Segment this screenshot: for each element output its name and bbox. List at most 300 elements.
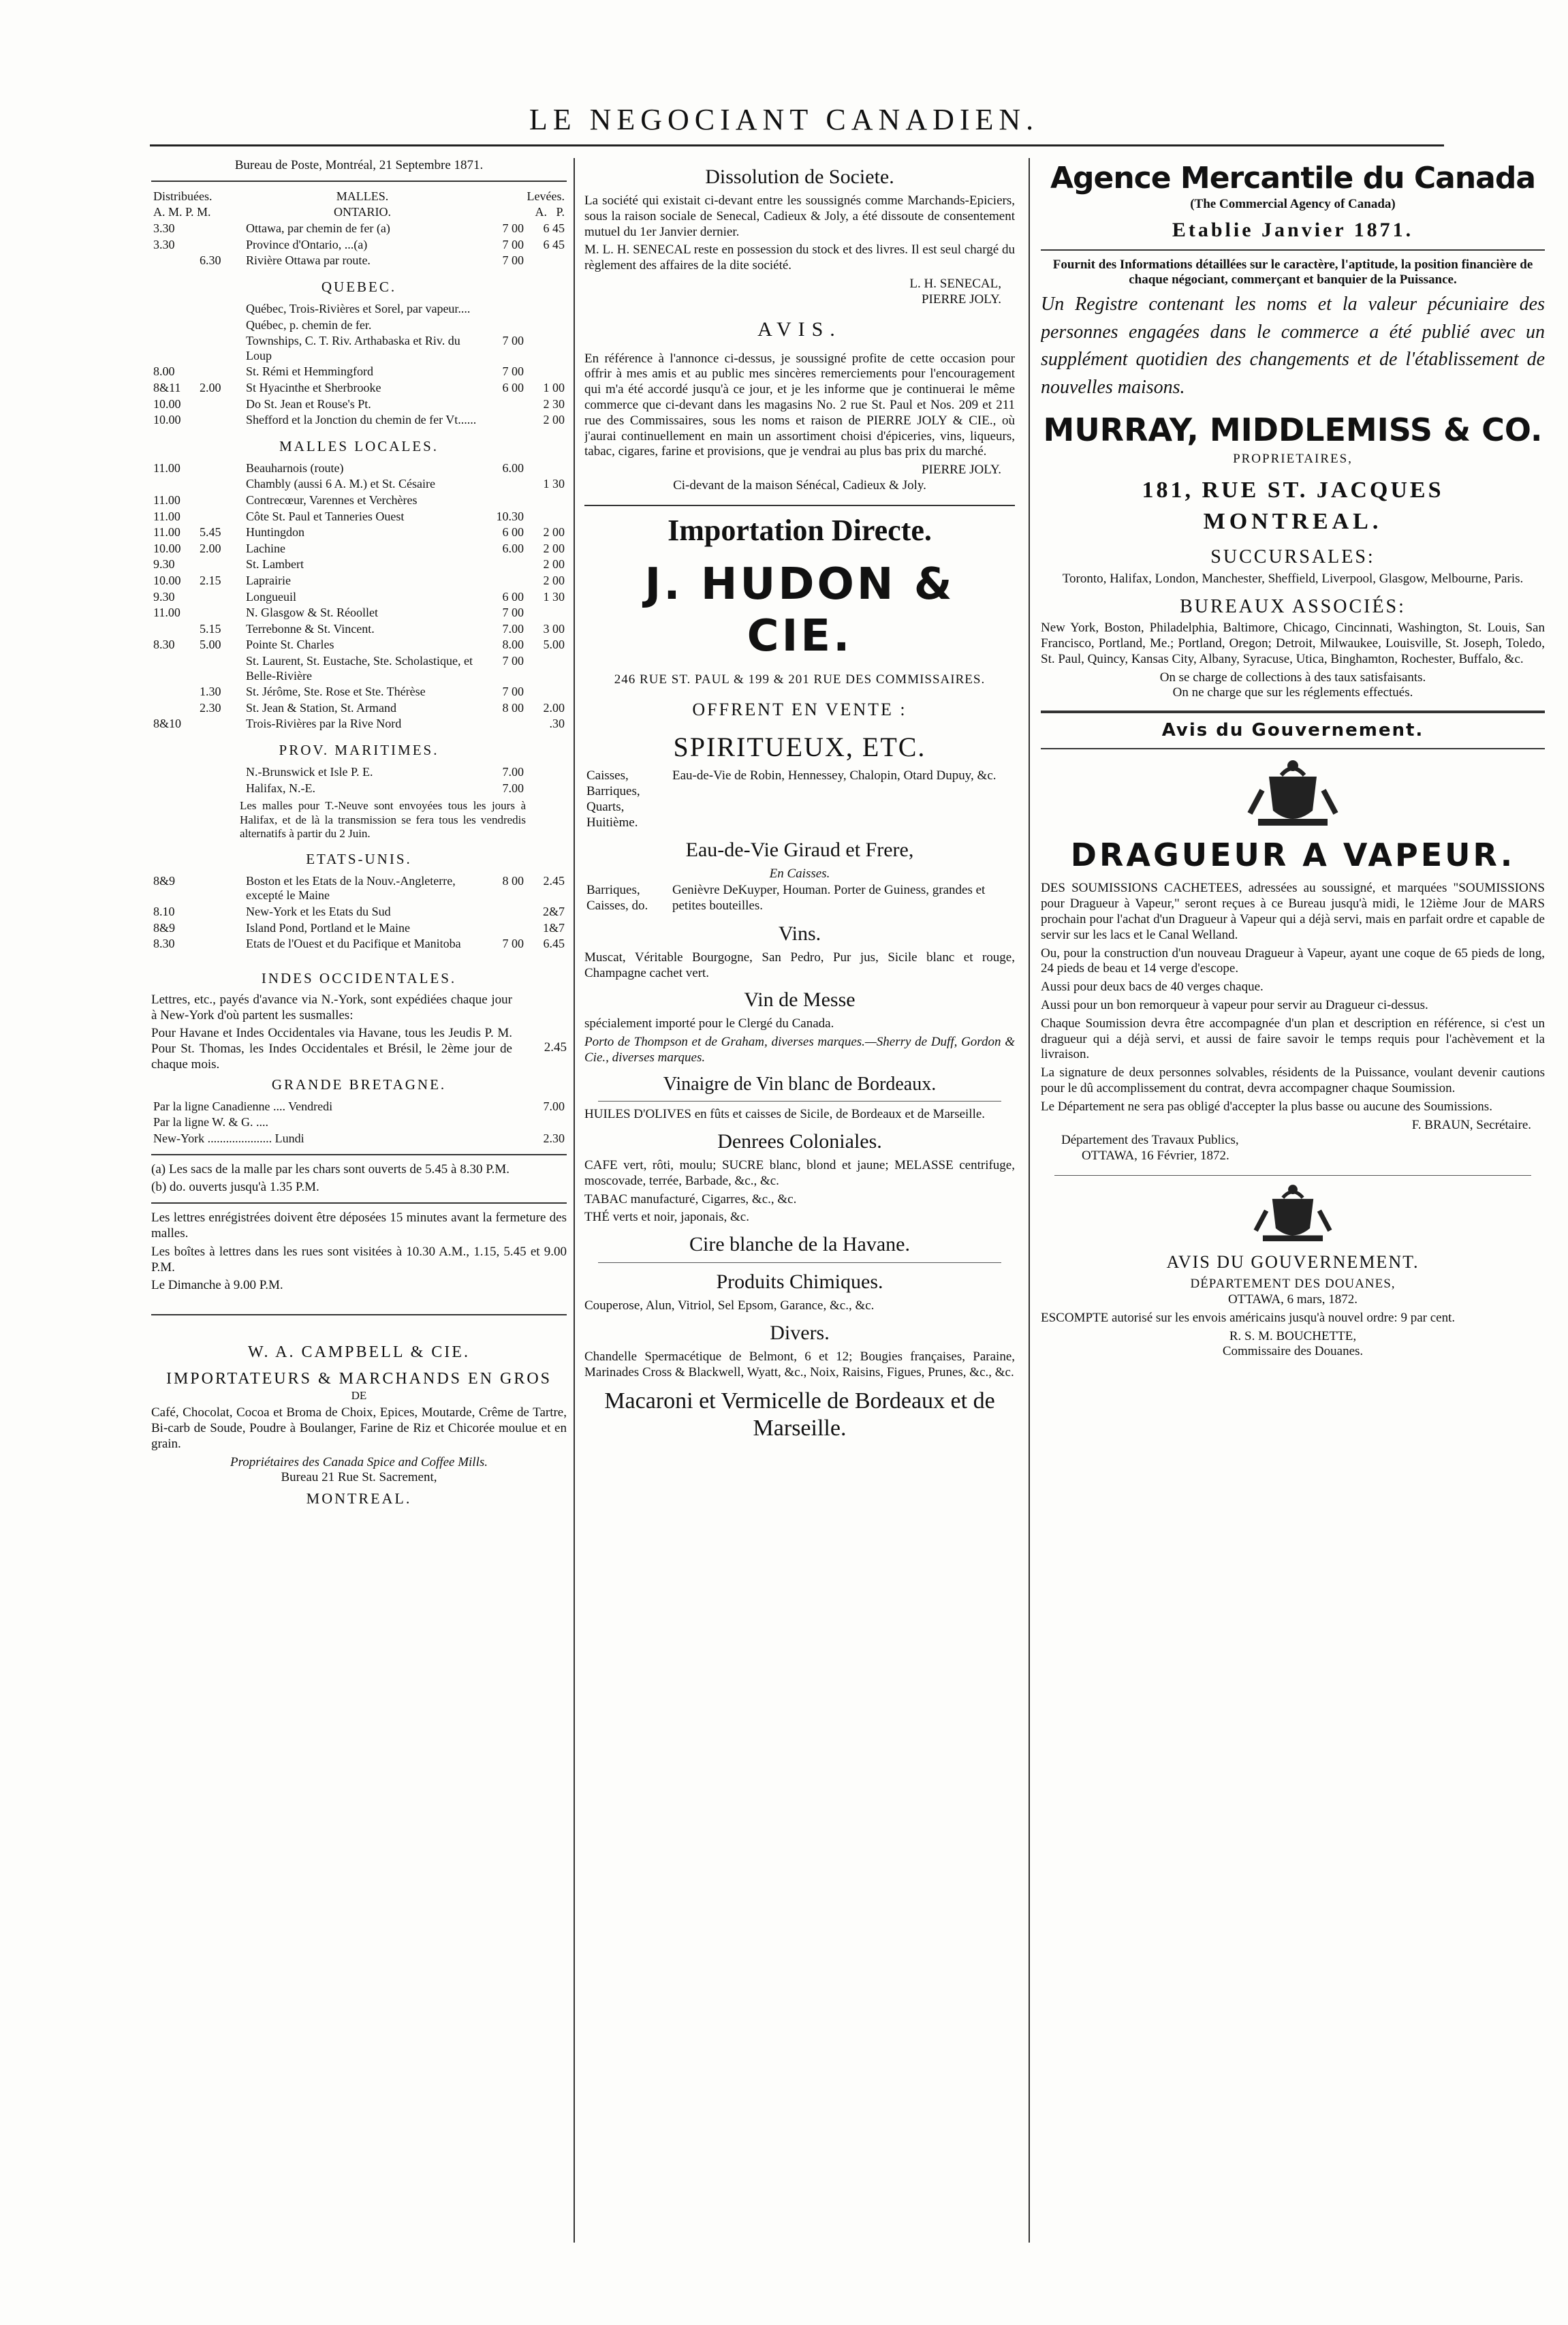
mail-cell-t: 8&11 [153,380,181,394]
mail-cell-p [198,493,244,509]
mail-cell-n: Lachine [246,541,285,555]
geneve-table [584,882,1015,915]
mail-cell-l [526,781,567,797]
mail-cell-p: 2.15 [200,574,221,588]
header-malles: MALLES. [336,189,389,203]
firm-city: MONTREAL. [1203,509,1383,535]
mail-row [151,781,567,797]
mail-cell-l: 2 00 [543,525,565,540]
header-a: A. [535,205,547,219]
macaroni-heading: Macaroni et Vermicelle de Bordeaux et de Marseille. [604,1388,995,1441]
mail-cell-t: 11.00 [153,525,181,540]
mail-cell-a: 7 00 [502,221,524,235]
mail-cell-l: 2 00 [543,541,565,555]
gov1-text: Aussi pour un bon remorqueur à vapeur pour servir au Dragueur ci-dessus. [1041,998,1428,1013]
mail-row [151,493,567,509]
spirits-brands: Eau-de-Vie de Robin, Hennessey, Chalopin, Otard Dupuy, &c. [672,768,997,783]
mail-cell-l [526,764,567,781]
mail-cell-a [481,920,526,937]
spirits-heading: SPIRITUEUX, ETC. [673,732,926,763]
giraud-sub: En Caisses. [769,867,830,881]
mail-cell-l: 6 45 [543,237,565,251]
mail-cell-p: 2.30 [200,700,221,715]
mail-row [151,412,567,428]
mail-cell-n: St. Rémi et Hemmingford [246,364,373,379]
mail-cell-p: 5.45 [200,525,221,540]
mail-header [151,189,567,221]
mail-row [151,573,567,589]
divers-heading: Divers. [770,1322,830,1345]
mail-cell-l [526,301,567,317]
mail-cell-a: 6 00 [502,589,524,604]
gov2-date: OTTAWA, 6 mars, 1872. [1227,1292,1358,1307]
mail-cell-n: N.-Brunswick et Isle P. E. [246,765,373,779]
column-post-office [151,158,567,2263]
ontario-label: ONTARIO. [333,205,392,219]
mail-cell-l: 2.45 [543,873,565,888]
header-p: P. [556,205,565,219]
post-office-title: Bureau de Poste, Montréal, 21 Septembre 1871. [234,158,484,172]
denrees-text: CAFE vert, rôti, moulu; SUCRE blanc, blond et jaune; MELASSE centrifuge, moscovade, terrée, Barbade, &c., &c. [584,1158,1015,1188]
mail-cell-l: 6.45 [543,937,565,951]
mail-cell-n: Townships, C. T. Riv. Arthabaska et Riv. du Loup [246,334,460,362]
mail-cell-p: 2.00 [200,380,221,394]
dragueur-heading: DRAGUEUR A VAPEUR. [1070,837,1516,874]
gov1-signature: F. BRAUN, Secrétaire. [1411,1117,1531,1132]
rule-registered: Les lettres enrégistrées doivent être déposées 15 minutes avant la fermeture des malles. [151,1211,567,1241]
mail-cell-p [198,936,244,952]
mail-cell-t: 11.00 [153,461,181,475]
masthead: LE NEGOCIANT CANADIEN. [529,103,1039,136]
mail-cell-n: Québec, Trois-Rivières et Sorel, par vapeur.... [246,301,471,315]
firm-address: 181, RUE ST. JACQUES [1142,477,1444,503]
mail-cell-n: Halifax, N.-E. [246,781,315,795]
mail-cell-p [198,873,244,904]
dissolution-signature: L. H. SENECAL, [909,276,1001,291]
mail-cell-n: St. Lambert [246,557,304,572]
cire-heading: Cire blanche de la Havane. [689,1233,910,1256]
rule-sunday: Le Dimanche à 9.00 P.M. [151,1278,283,1293]
mail-cell-t: 8.10 [153,904,175,918]
mail-table-maritimes [151,764,567,796]
mail-cell-a: 7.00 [502,781,524,795]
mail-cell-t: 8.30 [153,937,175,951]
mail-cell-a [481,493,526,509]
mail-cell-p: 1.30 [200,685,221,699]
mail-cell-l [526,317,567,334]
mail-cell-t: 10.00 [153,574,181,588]
campbell-title: IMPORTATEURS & MARCHANDS EN GROS [166,1370,552,1388]
mail-row [151,764,567,781]
mail-cell-n: New-York ..................... Lundi [153,1132,304,1146]
campbell-name: W. A. CAMPBELL & CIE. [248,1343,470,1362]
messe-heading: Vin de Messe [744,988,856,1012]
mail-row [151,1114,567,1131]
mail-cell-l [526,653,567,684]
gov1-text: La signature de deux personnes solvables, résidents de la Puissance, voulant devenir cautions pour le dû accomplissement du contrat, devra accompagner chaque Soumission. [1041,1065,1545,1096]
gov1-dept: Département des Travaux Publics, [1061,1133,1239,1148]
mail-cell-a [481,396,526,413]
mail-cell-n: Contrecœur, Varennes et Verchères [246,493,418,508]
mail-cell-l: 2 30 [543,396,565,411]
mail-cell-a [481,557,526,573]
indes-time: 2.45 [544,1040,567,1055]
mail-cell-l: .30 [549,717,565,731]
mail-cell-n: Island Pond, Portland et le Maine [246,920,410,935]
mail-cell-p [198,589,244,606]
produits-text: Couperose, Alun, Vitriol, Sel Epsom, Garance, &c., &c. [584,1298,875,1313]
porto-text: Porto de Thompson et de Graham, diverses marques.—Sherry de Duff, Gordon & Cie., diverses marques. [584,1035,1015,1065]
locales-label: MALLES LOCALES. [279,437,439,454]
indes-label: INDES OCCIDENTALES. [261,969,457,986]
gov1-title: Avis du Gouvernement. [1161,720,1424,741]
mail-cell-t: 11.00 [153,606,181,620]
mail-cell-n: Etats de l'Ouest et du Pacifique et Manitoba [246,937,461,951]
mail-cell-a [481,904,526,920]
mail-cell-a [481,716,526,732]
mail-cell-l: 1 30 [543,589,565,604]
collect-text: On se charge de collections à des taux satisfaisants. [1159,670,1426,685]
gov1-text: Aussi pour deux bacs de 40 verges chaque. [1041,980,1264,995]
mail-cell-p [198,237,244,253]
mail-cell-n: Shefford et la Jonction du chemin de fer Vt...... [246,413,477,427]
mail-cell-t [151,684,198,700]
mail-cell-t: 9.30 [153,557,175,572]
mail-cell-l [526,493,567,509]
succ-heading: SUCCURSALES: [1210,546,1375,568]
mail-cell-a: 8 00 [502,700,524,715]
mail-cell-a: 7.00 [502,765,524,779]
avis-footer: Ci-devant de la maison Sénécal, Cadieux & Joly. [673,478,926,493]
mail-cell-p [198,364,244,380]
firm-name: MURRAY, MIDDLEMISS & CO. [1043,411,1543,448]
gov2-role: Commissaire des Douanes. [1222,1344,1364,1359]
mail-table-locales [151,461,567,732]
maritimes-label: PROV. MARITIMES. [279,741,439,758]
bureaux-text: New York, Boston, Philadelphia, Baltimore, Chicago, Cincinnati, Washington, St. Louis, San Francisco, Portland, Me.; Portland, Oregon; Detroit, Milwaukee, Louisville, St. Joseph, Toledo, St. Paul, Quincy, Kansas City, Albany, Syracuse, Utica, Binghamton, Rochester, Buffalo, &c. [1041,621,1545,666]
indes-text: Pour Havane et Indes Occidentales via Havane, tous les Jeudis P. M. Pour St. Thomas, les Indes Occidentales et Brésil, le 2ème jour de chaque mois. [151,1026,512,1072]
indes-text: Lettres, etc., payés d'avance via N.-York, sont expédiées chaque jour à New-York d'où partent les susmalles: [151,992,512,1023]
huiles-text: HUILES D'OLIVES en fûts et caisses de Sicile, de Bordeaux et de Marseille. [584,1107,986,1122]
mail-cell-n: Province d'Ontario, ...(a) [246,237,368,251]
mail-cell-a: 7 00 [502,237,524,251]
mail-cell-l [526,1114,567,1131]
mail-cell-n: Québec, p. chemin de fer. [246,317,372,332]
mail-cell-l: 5.00 [543,638,565,652]
mail-row [151,380,567,396]
mail-cell-a: 7 00 [502,364,524,379]
mail-cell-l: 1 30 [543,477,565,491]
mail-cell-n: New-York et les Etats du Sud [246,904,391,918]
mail-cell-t: 8&9 [153,873,176,888]
agence-text: Fournit des Informations détaillées sur le caractère, l'aptitude, la position financière de chaque négociant, commerçant et banquier de la Puissance. [1052,257,1533,287]
avis-title: AVIS. [757,317,842,341]
maritimes-note: Les malles pour T.-Neuve sont envoyées tous les jours à Halifax, et de là la transmission se fera tous les vendredis alternatifs à partir du 2 Juin. [240,799,526,841]
mail-row [151,333,567,364]
giraud-heading: Eau-de-Vie Giraud et Frere, [685,839,914,862]
campbell-address: Bureau 21 Rue St. Sacrement, [281,1470,437,1485]
mail-row [151,237,567,253]
mail-row [151,1131,567,1147]
gov1-date: OTTAWA, 16 Février, 1872. [1082,1149,1229,1164]
firm-props: PROPRIETAIRES, [1233,451,1353,466]
mail-cell-t: 3.30 [153,221,175,235]
column-divider [574,158,575,2243]
header-am: A. M. [153,205,183,219]
mail-cell-l: 7.00 [543,1099,565,1113]
mail-cell-p [198,317,244,334]
vins-heading: Vins. [778,922,821,945]
mail-cell-n: Terrebonne & St. Vincent. [246,621,375,636]
bureaux-heading: BUREAUX ASSOCIÉS: [1180,595,1406,617]
avis-signature: PIERRE JOLY. [921,463,1001,478]
gov2-signature: R. S. M. BOUCHETTE, [1229,1328,1357,1343]
mail-cell-t: 10.00 [153,541,181,555]
mail-cell-t: 8&10 [153,717,182,731]
mail-table-quebec [151,301,567,428]
campbell-city: MONTREAL. [306,1490,412,1508]
mail-cell-a [481,573,526,589]
mail-cell-n: St Hyacinthe et Sherbrooke [246,380,381,394]
mail-row [151,920,567,937]
gov2-title: AVIS DU GOUVERNEMENT. [1166,1252,1420,1273]
mail-cell-a: 6 00 [502,380,524,394]
mail-row [151,653,567,684]
mail-cell-t [151,317,198,334]
mail-cell-p [198,764,244,781]
mail-cell-l: 2 00 [543,557,565,572]
mail-cell-a: 6.00 [502,461,524,475]
gov1-text: Le Département ne sera pas obligé d'accepter la plus basse ou aucune des Soumissions. [1041,1099,1492,1114]
mail-cell-n: Beauharnois (route) [246,461,344,475]
mail-cell-p [198,653,244,684]
mail-row [151,637,567,653]
mail-cell-a: 7 00 [502,654,524,668]
the-text: THÉ verts et noir, japonais, &c. [584,1210,749,1225]
note-b: (b) do. ouverts jusqu'à 1.35 P.M. [151,1180,319,1195]
mail-cell-n: St. Jean & Station, St. Armand [246,700,397,715]
mail-cell-l [526,364,567,380]
mail-cell-t [151,253,198,269]
mail-cell-n: Ottawa, par chemin de fer (a) [246,221,390,235]
mail-cell-t: 9.30 [153,589,175,604]
coat-of-arms-icon [1249,1181,1337,1246]
mail-cell-n: Pointe St. Charles [246,638,334,652]
mail-cell-n: Do St. Jean et Rouse's Pt. [246,396,371,411]
avis-text: En référence à l'annonce ci-dessus, je soussigné profite de cette occasion pour offrir à mes amis et au public mes sincères remerciements pour l'encouragement qui m'a été accordé jusqu'à ce jour, et je les informe que je continuerai le même commerce que ci-devant dans les magasins No. 2 rue St. Paul et Nos. 209 et 211 rue des Commissaires, sous les noms et raison de PIERRE JOLY & CIE., où j'aurai continuellement en main un assortiment choisi d'épiceries, vins, liqueurs, tabac, cigares, farine et provisions, que je vendrai au plus bas prix du marché. [584,351,1015,459]
note-a: (a) Les sacs de la malle par les chars sont ouverts de 5.45 à 8.30 P.M. [151,1161,510,1176]
mail-cell-t [151,764,198,781]
etats-label: ETATS-UNIS. [306,850,412,867]
mail-cell-p: 2.00 [200,541,221,555]
campbell-de: DE [351,1388,367,1402]
mail-cell-n: Laprairie [246,574,291,588]
mail-table-etats [151,873,567,952]
dissolution-text: M. L. H. SENECAL reste en possession du stock et des livres. Il est seul chargé du règlement des affaires de la dite société. [584,243,1015,273]
column-middle [584,158,1015,2263]
mail-row [151,396,567,413]
agence-sub: (The Commercial Agency of Canada) [1190,196,1396,211]
mail-row [151,700,567,717]
mail-cell-a: 8 00 [502,873,524,888]
campbell-owners: Propriétaires des Canada Spice and Coffee Mills. [230,1454,488,1469]
mail-cell-n: Côte St. Paul et Tanneries Ouest [246,509,405,523]
mail-row [151,541,567,557]
mail-row [151,364,567,380]
mail-cell-t [151,301,198,317]
mail-cell-t: 8.00 [153,364,175,379]
mail-cell-n: Longueuil [246,589,296,604]
mail-cell-t: 3.30 [153,237,175,251]
mail-cell-n: St. Laurent, St. Eustache, Ste. Scholastique, et Belle-Rivière [246,654,473,683]
gb-label: GRANDE BRETAGNE. [271,1076,447,1093]
mail-row [151,461,567,477]
mail-cell-p [198,476,244,493]
mail-cell-t [151,476,198,493]
divers-text: Chandelle Spermacétique de Belmont, 6 et 12; Bougies françaises, Paraine, Marinades Cross & Blackwell, Wyatt, &c., Noix, Raisins, Figues, Prunes, &c., &c. [584,1349,1015,1379]
mail-cell-a: 6.00 [502,541,524,555]
mail-cell-n: Par la ligne Canadienne .... Vendredi [153,1099,333,1113]
mail-cell-p: 6.30 [200,253,221,268]
mail-cell-t: 10.00 [153,396,181,411]
dissolution-text: La société qui existait ci-devant entre les soussignés comme Marchands-Epiciers, sous la raison sociale de Senecal, Cadieux & Joly, a été dissoute de consentement mutuel du 1er Janvier dernier. [584,193,1015,239]
mail-cell-l: 6 45 [543,221,565,235]
mail-cell-p [198,301,244,317]
mail-cell-n: Boston et les Etats de la Nouv.-Angleterre, excepté le Maine [246,873,456,903]
masthead-rule [150,144,1444,146]
mail-cell-l: 1 00 [543,380,565,394]
mail-cell-a: 10.30 [496,509,524,523]
mail-row [151,557,567,573]
hudon-name: J. HUDON & CIE. [644,559,955,662]
mail-cell-t: 8.30 [153,638,175,652]
mail-cell-p [198,396,244,413]
charge-text: On ne charge que sur les réglements effectués. [1172,685,1413,700]
mail-row [151,525,567,541]
denrees-heading: Denrees Coloniales. [717,1130,882,1153]
header-distribuees: Distribuées. [153,189,213,203]
mail-cell-p [198,509,244,525]
succ-text: Toronto, Halifax, London, Manchester, Sheffield, Liverpool, Glasgow, Melbourne, Paris. [1062,571,1524,586]
column-right [1041,158,1545,2263]
coat-of-arms-icon [1242,756,1344,831]
mail-cell-a [481,317,526,334]
column-divider [1029,158,1030,2243]
mail-cell-a: 7 00 [502,937,524,951]
mail-cell-l: 2 00 [543,574,565,588]
mail-cell-p [198,716,244,732]
produits-heading: Produits Chimiques. [716,1270,883,1294]
mail-cell-l: 2.00 [543,700,565,715]
mail-row [151,589,567,606]
messe-text: spécialement importé pour le Clergé du Canada. [584,1016,834,1031]
mail-cell-p [198,920,244,937]
mail-cell-t: 11.00 [153,509,181,523]
agence-registre: Un Registre contenant les noms et la valeur pécuniaire des personnes engagées dans le commerce a été publié avec un supplément quotidien des changements et de l'établissement de nouvelles maisons. [1041,294,1545,398]
mail-row [151,621,567,638]
mail-row [151,716,567,732]
mail-cell-a: 7 00 [502,334,524,348]
mail-cell-t: 10.00 [153,413,181,427]
mail-row [151,221,567,237]
mail-cell-t [151,700,198,717]
mail-cell-p: 5.00 [200,638,221,652]
mail-cell-p [198,333,244,364]
mail-cell-a [481,412,526,428]
gov2-text: ESCOMPTE autorisé sur les envois américains jusqu'à nouvel ordre: 9 par cent. [1041,1310,1456,1325]
mail-row [151,476,567,493]
mail-table-ontario [151,221,567,269]
mail-cell-n: Par la ligne W. & G. .... [153,1115,268,1129]
spirits-containers: Caisses, Barriques, Quarts, Huitième. [586,768,640,830]
mail-cell-n: Huntingdon [246,525,305,540]
mail-cell-a: 7 00 [502,253,524,268]
importation-title: Importation Directe. [668,513,932,547]
spirits-table [584,768,1015,831]
mail-cell-n: Trois-Rivières par la Rive Nord [246,717,402,731]
mail-cell-t [151,621,198,638]
mail-cell-t [151,781,198,797]
geneve-brands: Genièvre DeKuyper, Houman. Porter de Guiness, grandes et petites bouteilles. [672,883,986,913]
mail-cell-l: 2 00 [543,413,565,427]
mail-cell-p: 5.15 [200,621,221,636]
mail-cell-n: Rivière Ottawa par route. [246,253,371,268]
vinaigre-heading: Vinaigre de Vin blanc de Bordeaux. [663,1073,937,1095]
mail-cell-t: 8&9 [153,920,176,935]
gov1-text: Chaque Soumission devra être accompagnée d'un plan et description en référence, si c'est un dragueur qui a déjà servi, et aussi de faire savoir le temps requis pour l'achèvement et la livraison. [1041,1016,1545,1062]
mail-row [151,301,567,317]
rule-boxes: Les boîtes à lettres dans les rues sont visitées à 10.30 A.M., 1.15, 5.45 et 9.00 P.M. [151,1244,567,1275]
mail-cell-a: 7.00 [502,621,524,636]
mail-cell-l [526,461,567,477]
mail-cell-l: 3 00 [543,621,565,636]
campbell-text: Café, Chocolat, Cocoa et Broma de Choix, Epices, Moutarde, Crême de Tartre, Bi-carb de Soude, Poudre à Boulanger, Farine de Riz et Chicorée moulue et en grain. [151,1405,567,1451]
geneve-containers: Barriques, Caisses, do. [586,883,648,913]
mail-cell-l [526,253,567,269]
mail-row [151,1099,567,1115]
mail-cell-a: 6 00 [502,525,524,540]
mail-cell-n: St. Jérôme, Ste. Rose et Ste. Thérèse [246,685,426,699]
mail-cell-t: 11.00 [153,493,181,508]
mail-cell-l [526,684,567,700]
mail-cell-a: 8.00 [502,638,524,652]
hudon-address: 246 RUE ST. PAUL & 199 & 201 RUE DES COMMISSAIRES. [614,672,986,687]
mail-cell-t [151,653,198,684]
mail-row [151,936,567,952]
header-levees: Levées. [527,189,565,203]
mail-cell-p [198,557,244,573]
mail-cell-p [198,412,244,428]
mail-cell-a: 7 00 [502,606,524,620]
mail-cell-l: 2.30 [543,1132,565,1146]
mail-row [151,605,567,621]
mail-cell-a [481,476,526,493]
mail-cell-l [526,509,567,525]
dissolution-signature: PIERRE JOLY. [921,292,1001,307]
mail-cell-p [198,461,244,477]
mail-cell-a: 7 00 [502,685,524,699]
agence-title: Agence Mercantile du Canada [1050,161,1536,196]
mail-row [151,904,567,920]
quebec-label: QUEBEC. [321,278,397,295]
mail-cell-l [526,605,567,621]
mail-cell-t [151,333,198,364]
gov2-dept: DÉPARTEMENT DES DOUANES, [1190,1277,1396,1292]
mail-cell-n: N. Glasgow & St. Réoollet [246,606,378,620]
mail-row [151,509,567,525]
mail-cell-p [198,904,244,920]
dissolution-title: Dissolution de Societe. [705,166,894,188]
